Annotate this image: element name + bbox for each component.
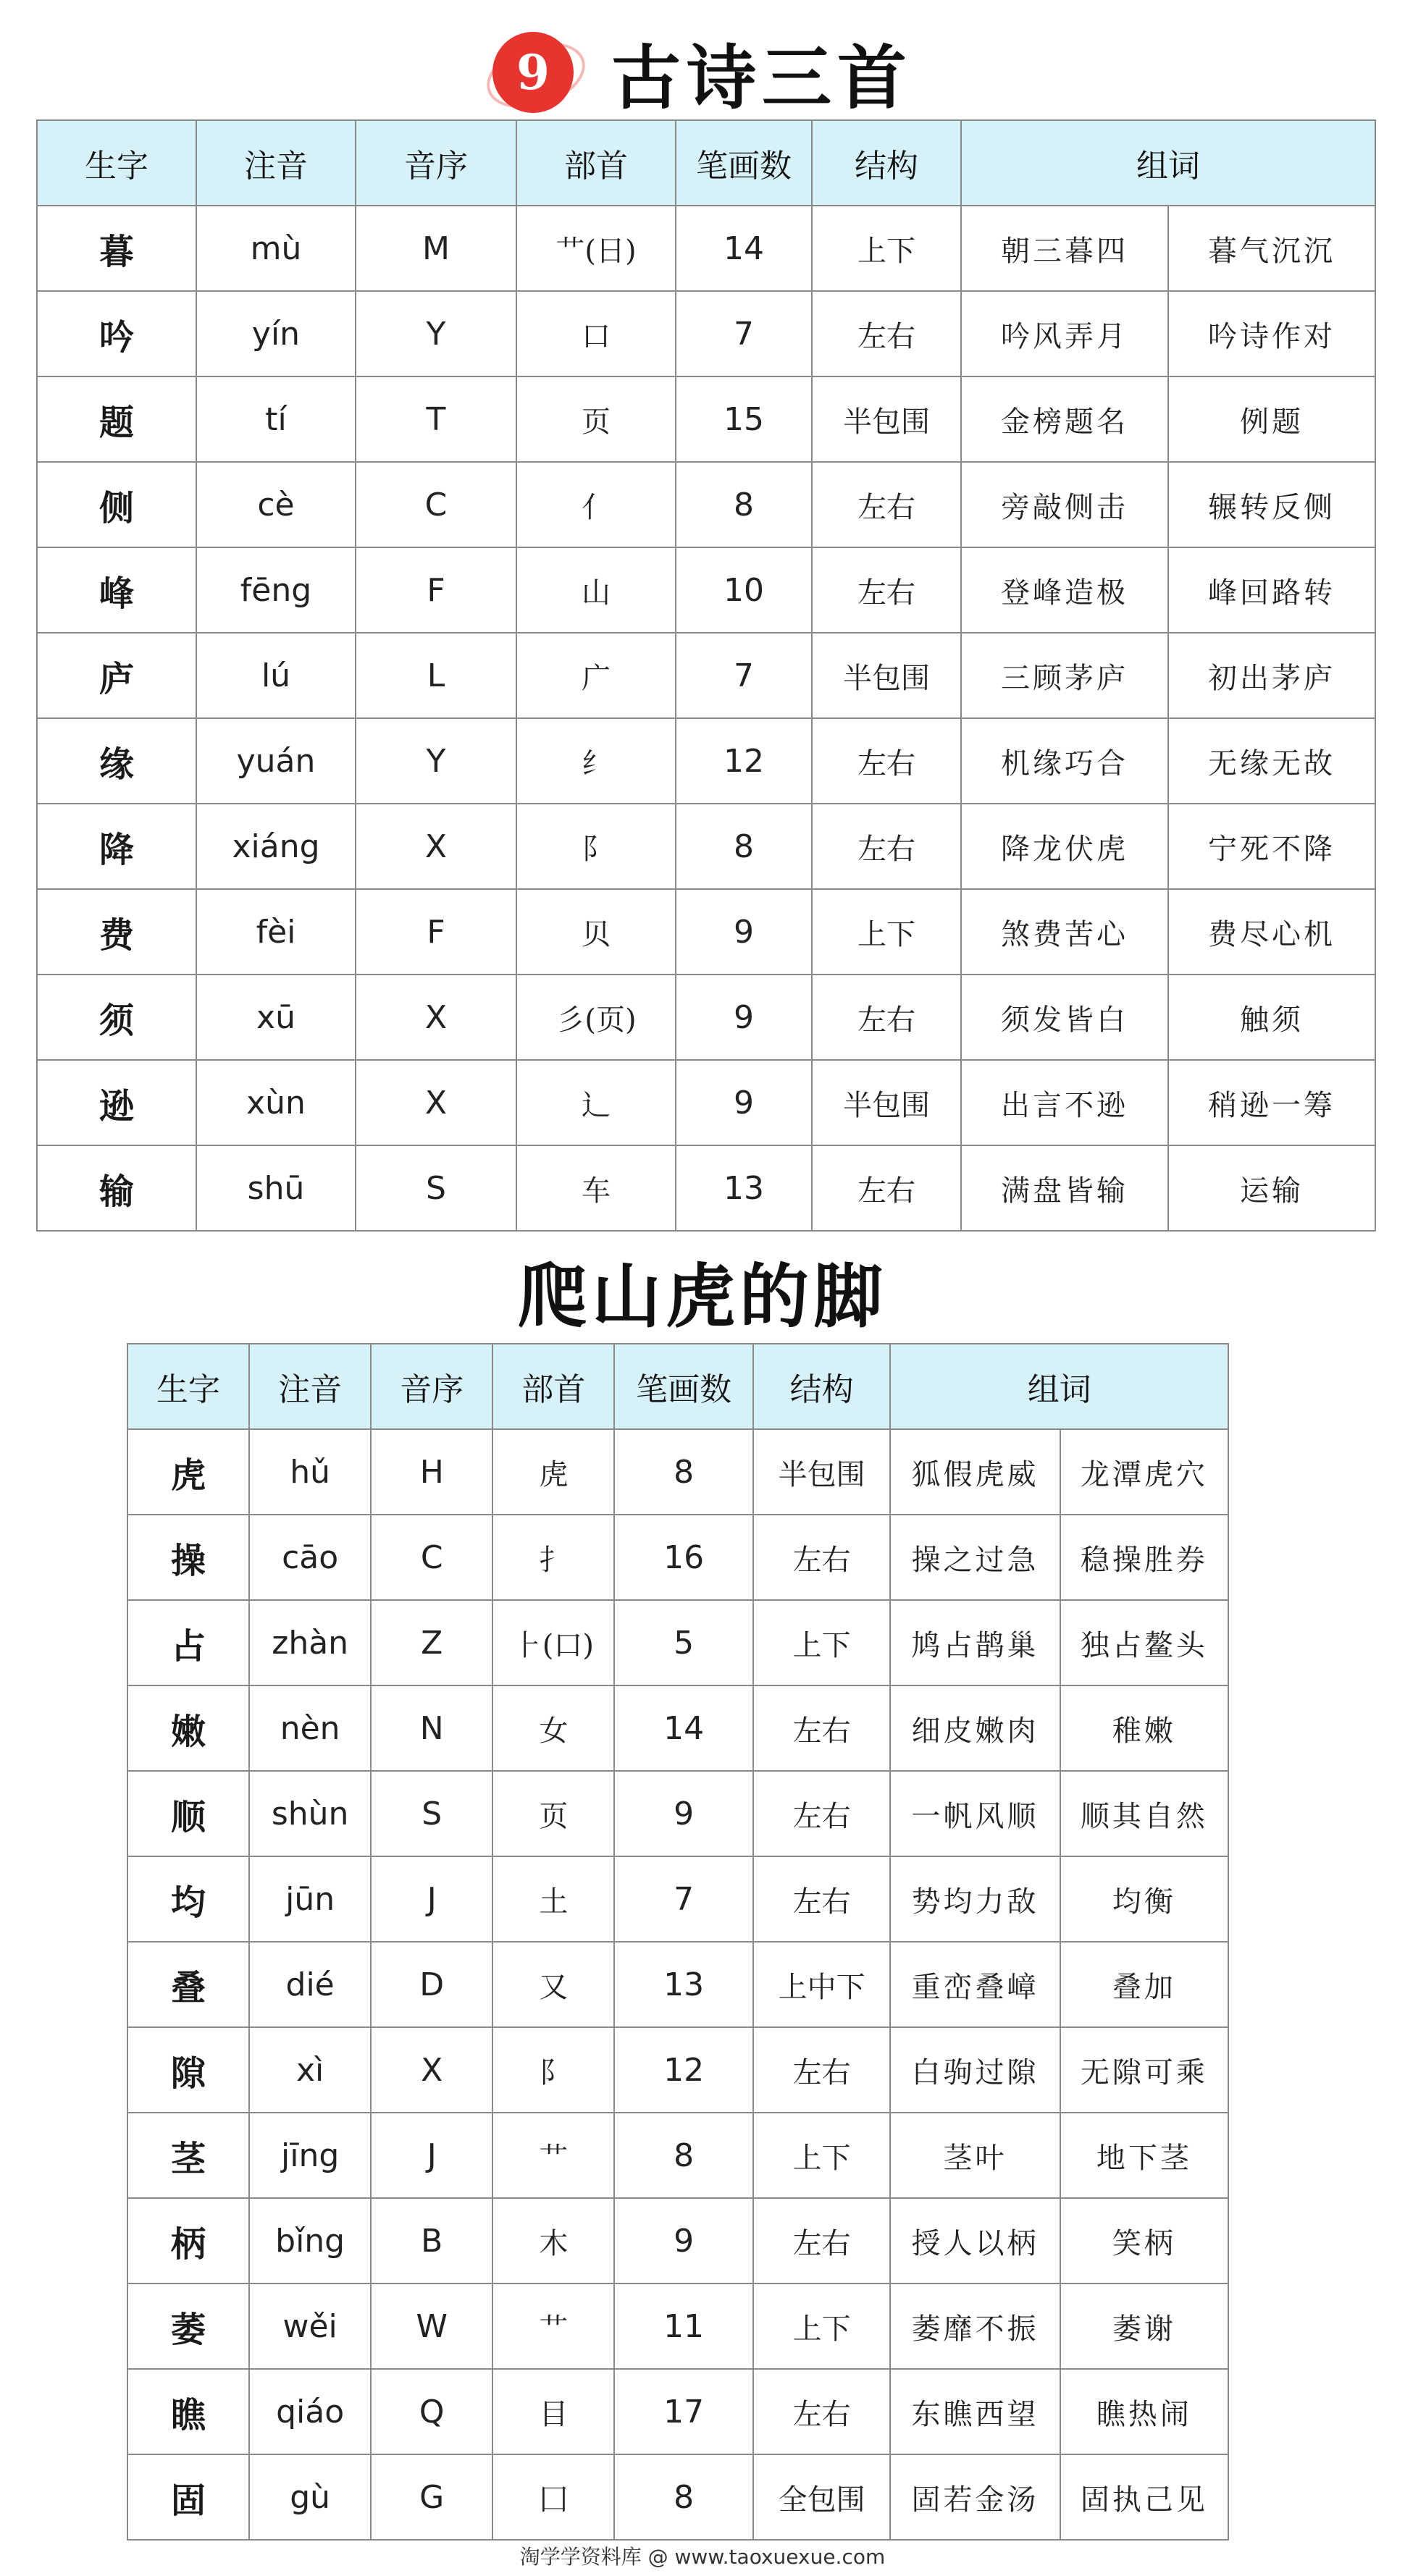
cell-strokes: 8 — [614, 2113, 753, 2198]
cell-structure: 左右 — [812, 547, 961, 633]
cell-word-2: 费尽心机 — [1168, 889, 1375, 975]
table-row — [127, 2113, 1228, 2198]
cell-word-2: 萎谢 — [1060, 2284, 1228, 2369]
cell-radical: 土 — [492, 1856, 614, 1942]
table-row — [127, 1856, 1228, 1942]
cell-pinyin: cè — [196, 462, 356, 547]
lesson-number-badge: 9 — [492, 32, 574, 113]
cell-word-2: 宁死不降 — [1168, 804, 1375, 889]
cell-char: 固 — [127, 2454, 249, 2540]
cell-pinyin: fèi — [196, 889, 356, 975]
cell-strokes: 16 — [614, 1515, 753, 1600]
cell-word-2: 顺其自然 — [1060, 1771, 1228, 1856]
cell-structure: 半包围 — [812, 1060, 961, 1145]
cell-structure: 左右 — [753, 1515, 890, 1600]
cell-radical: 阝 — [492, 2027, 614, 2113]
cell-pinyin: jūn — [249, 1856, 371, 1942]
cell-radical: 辶 — [516, 1060, 676, 1145]
cell-pinyin: jīng — [249, 2113, 371, 2198]
cell-word-1: 登峰造极 — [961, 547, 1168, 633]
cell-structure: 左右 — [812, 462, 961, 547]
cell-radical: 页 — [516, 376, 676, 462]
header-strokes: 笔画数 — [614, 1344, 753, 1429]
cell-word-1: 东瞧西望 — [890, 2369, 1060, 2454]
header-index: 音序 — [371, 1344, 492, 1429]
cell-char: 顺 — [127, 1771, 249, 1856]
cell-radical: 彡(页) — [516, 975, 676, 1060]
cell-strokes: 12 — [676, 718, 812, 804]
cell-word-1: 吟风弄月 — [961, 291, 1168, 376]
header-char: 生字 — [37, 120, 196, 206]
cell-strokes: 15 — [676, 376, 812, 462]
cell-index: D — [371, 1942, 492, 2027]
header-structure: 结构 — [753, 1344, 890, 1429]
cell-word-1: 朝三暮四 — [961, 206, 1168, 291]
table-row — [127, 1685, 1228, 1771]
cell-index: C — [371, 1515, 492, 1600]
cell-structure: 左右 — [753, 1685, 890, 1771]
cell-strokes: 13 — [614, 1942, 753, 2027]
cell-word-1: 细皮嫩肉 — [890, 1685, 1060, 1771]
cell-pinyin: dié — [249, 1942, 371, 2027]
cell-word-1: 一帆风顺 — [890, 1771, 1060, 1856]
cell-char: 柄 — [127, 2198, 249, 2284]
header-pinyin: 注音 — [249, 1344, 371, 1429]
cell-structure: 上下 — [753, 2113, 890, 2198]
cell-word-2: 无隙可乘 — [1060, 2027, 1228, 2113]
header-index: 音序 — [356, 120, 516, 206]
cell-index: J — [371, 1856, 492, 1942]
cell-index: L — [356, 633, 516, 718]
cell-pinyin: mù — [196, 206, 356, 291]
footer-watermark: 淘学学资料库 @ www.taoxuexue.com — [519, 2545, 886, 2569]
cell-pinyin: xì — [249, 2027, 371, 2113]
cell-radical: 纟 — [516, 718, 676, 804]
table-row — [37, 462, 1375, 547]
cell-word-1: 操之过急 — [890, 1515, 1060, 1600]
cell-word-1: 出言不逊 — [961, 1060, 1168, 1145]
cell-word-2: 瞧热闹 — [1060, 2369, 1228, 2454]
table-header-row — [127, 1344, 1228, 1429]
cell-radical: 广 — [516, 633, 676, 718]
cell-word-1: 授人以柄 — [890, 2198, 1060, 2284]
table-row — [37, 376, 1375, 462]
cell-pinyin: shùn — [249, 1771, 371, 1856]
cell-structure: 上下 — [812, 206, 961, 291]
header-radical: 部首 — [492, 1344, 614, 1429]
cell-radical: 亻 — [516, 462, 676, 547]
cell-radical: 艹(日) — [516, 206, 676, 291]
cell-word-2: 稍逊一筹 — [1168, 1060, 1375, 1145]
header-radical: 部首 — [516, 120, 676, 206]
cell-index: X — [356, 975, 516, 1060]
cell-radical: 阝 — [516, 804, 676, 889]
cell-strokes: 9 — [676, 1060, 812, 1145]
cell-structure: 半包围 — [812, 376, 961, 462]
cell-pinyin: shū — [196, 1145, 356, 1231]
cell-strokes: 7 — [676, 633, 812, 718]
cell-word-1: 旁敲侧击 — [961, 462, 1168, 547]
cell-radical: 艹 — [492, 2113, 614, 2198]
cell-structure: 左右 — [753, 1771, 890, 1856]
cell-structure: 左右 — [812, 718, 961, 804]
cell-char: 叠 — [127, 1942, 249, 2027]
cell-word-2: 均衡 — [1060, 1856, 1228, 1942]
cell-strokes: 8 — [676, 462, 812, 547]
header-strokes: 笔画数 — [676, 120, 812, 206]
cell-radical: 虎 — [492, 1429, 614, 1515]
cell-char: 题 — [37, 376, 196, 462]
cell-strokes: 5 — [614, 1600, 753, 1685]
cell-radical: 木 — [492, 2198, 614, 2284]
cell-structure: 上下 — [753, 1600, 890, 1685]
character-table-2 — [127, 1343, 1229, 2541]
header-words: 组词 — [961, 120, 1375, 206]
cell-radical: 扌 — [492, 1515, 614, 1600]
cell-word-2: 无缘无故 — [1168, 718, 1375, 804]
table-row — [127, 2369, 1228, 2454]
table-row — [37, 633, 1375, 718]
cell-char: 隙 — [127, 2027, 249, 2113]
cell-word-2: 稳操胜券 — [1060, 1515, 1228, 1600]
table-row — [37, 291, 1375, 376]
cell-word-1: 萎靡不振 — [890, 2284, 1060, 2369]
cell-strokes: 7 — [676, 291, 812, 376]
table-row — [127, 1600, 1228, 1685]
cell-word-1: 白驹过隙 — [890, 2027, 1060, 2113]
table-row — [37, 975, 1375, 1060]
cell-word-1: 金榜题名 — [961, 376, 1168, 462]
cell-radical: 艹 — [492, 2284, 614, 2369]
cell-radical: 贝 — [516, 889, 676, 975]
cell-structure: 半包围 — [753, 1429, 890, 1515]
cell-word-2: 稚嫩 — [1060, 1685, 1228, 1771]
table-row — [127, 1942, 1228, 2027]
cell-word-1: 重峦叠嶂 — [890, 1942, 1060, 2027]
table-row — [127, 2027, 1228, 2113]
table-row — [127, 2284, 1228, 2369]
cell-index: T — [356, 376, 516, 462]
cell-word-1: 满盘皆输 — [961, 1145, 1168, 1231]
table-row — [127, 2454, 1228, 2540]
cell-word-1: 势均力敌 — [890, 1856, 1060, 1942]
cell-char: 侧 — [37, 462, 196, 547]
cell-index: N — [371, 1685, 492, 1771]
header-char: 生字 — [127, 1344, 249, 1429]
cell-index: H — [371, 1429, 492, 1515]
cell-char: 吟 — [37, 291, 196, 376]
table-row — [37, 889, 1375, 975]
cell-word-1: 三顾茅庐 — [961, 633, 1168, 718]
cell-strokes: 7 — [614, 1856, 753, 1942]
cell-structure: 左右 — [812, 975, 961, 1060]
cell-pinyin: wěi — [249, 2284, 371, 2369]
cell-pinyin: qiáo — [249, 2369, 371, 2454]
cell-structure: 上下 — [753, 2284, 890, 2369]
table-row — [127, 1771, 1228, 1856]
table-row — [37, 206, 1375, 291]
cell-radical: 山 — [516, 547, 676, 633]
cell-structure: 左右 — [753, 2198, 890, 2284]
cell-word-2: 运输 — [1168, 1145, 1375, 1231]
lesson-title: 古诗三首 — [611, 36, 913, 119]
cell-word-2: 笑柄 — [1060, 2198, 1228, 2284]
cell-strokes: 8 — [614, 2454, 753, 2540]
cell-radical: 页 — [492, 1771, 614, 1856]
cell-char: 庐 — [37, 633, 196, 718]
cell-radical: ⺊(口) — [492, 1600, 614, 1685]
table-header-row — [37, 120, 1375, 206]
cell-char: 暮 — [37, 206, 196, 291]
cell-strokes: 8 — [676, 804, 812, 889]
header-words: 组词 — [890, 1344, 1228, 1429]
cell-word-1: 鸠占鹊巢 — [890, 1600, 1060, 1685]
cell-radical: 女 — [492, 1685, 614, 1771]
cell-pinyin: nèn — [249, 1685, 371, 1771]
cell-pinyin: yín — [196, 291, 356, 376]
cell-word-2: 触须 — [1168, 975, 1375, 1060]
cell-word-1: 煞费苦心 — [961, 889, 1168, 975]
lesson-heading — [0, 29, 1405, 119]
cell-char: 操 — [127, 1515, 249, 1600]
cell-word-2: 例题 — [1168, 376, 1375, 462]
table-row — [127, 1515, 1228, 1600]
table-row — [127, 2198, 1228, 2284]
cell-index: J — [371, 2113, 492, 2198]
table-row — [37, 1145, 1375, 1231]
cell-index: F — [356, 889, 516, 975]
cell-word-2: 峰回路转 — [1168, 547, 1375, 633]
table-row — [37, 718, 1375, 804]
cell-word-2: 辗转反侧 — [1168, 462, 1375, 547]
cell-index: X — [356, 1060, 516, 1145]
cell-pinyin: xiáng — [196, 804, 356, 889]
cell-structure: 左右 — [812, 804, 961, 889]
cell-char: 茎 — [127, 2113, 249, 2198]
cell-radical: 口 — [516, 291, 676, 376]
cell-index: Y — [356, 718, 516, 804]
cell-char: 逊 — [37, 1060, 196, 1145]
cell-structure: 上中下 — [753, 1942, 890, 2027]
cell-strokes: 12 — [614, 2027, 753, 2113]
cell-char: 须 — [37, 975, 196, 1060]
cell-pinyin: yuán — [196, 718, 356, 804]
cell-char: 降 — [37, 804, 196, 889]
cell-word-1: 降龙伏虎 — [961, 804, 1168, 889]
cell-char: 均 — [127, 1856, 249, 1942]
table-row — [37, 804, 1375, 889]
cell-index: X — [371, 2027, 492, 2113]
cell-word-2: 吟诗作对 — [1168, 291, 1375, 376]
cell-pinyin: tí — [196, 376, 356, 462]
cell-char: 嫩 — [127, 1685, 249, 1771]
cell-strokes: 8 — [614, 1429, 753, 1515]
header-structure: 结构 — [812, 120, 961, 206]
cell-strokes: 9 — [676, 975, 812, 1060]
cell-structure: 左右 — [812, 1145, 961, 1231]
cell-structure: 上下 — [812, 889, 961, 975]
table-row — [127, 1429, 1228, 1515]
cell-pinyin: lú — [196, 633, 356, 718]
cell-word-2: 暮气沉沉 — [1168, 206, 1375, 291]
cell-radical: 又 — [492, 1942, 614, 2027]
table-row — [37, 547, 1375, 633]
cell-strokes: 9 — [614, 1771, 753, 1856]
cell-word-2: 独占鳌头 — [1060, 1600, 1228, 1685]
cell-word-2: 龙潭虎穴 — [1060, 1429, 1228, 1515]
cell-structure: 半包围 — [812, 633, 961, 718]
cell-index: S — [356, 1145, 516, 1231]
cell-pinyin: fēng — [196, 547, 356, 633]
lesson-title-2: 爬山虎的脚 — [518, 1255, 887, 1337]
cell-word-2: 固执己见 — [1060, 2454, 1228, 2540]
cell-index: C — [356, 462, 516, 547]
cell-strokes: 14 — [614, 1685, 753, 1771]
cell-strokes: 9 — [676, 889, 812, 975]
cell-pinyin: xū — [196, 975, 356, 1060]
cell-pinyin: gù — [249, 2454, 371, 2540]
cell-char: 峰 — [37, 547, 196, 633]
cell-structure: 左右 — [753, 2369, 890, 2454]
cell-index: S — [371, 1771, 492, 1856]
cell-pinyin: bǐng — [249, 2198, 371, 2284]
cell-structure: 左右 — [812, 291, 961, 376]
cell-char: 缘 — [37, 718, 196, 804]
cell-index: G — [371, 2454, 492, 2540]
cell-word-1: 狐假虎威 — [890, 1429, 1060, 1515]
cell-strokes: 17 — [614, 2369, 753, 2454]
cell-structure: 左右 — [753, 2027, 890, 2113]
cell-pinyin: cāo — [249, 1515, 371, 1600]
header-pinyin: 注音 — [196, 120, 356, 206]
cell-pinyin: xùn — [196, 1060, 356, 1145]
cell-index: W — [371, 2284, 492, 2369]
cell-strokes: 14 — [676, 206, 812, 291]
cell-index: Q — [371, 2369, 492, 2454]
cell-structure: 左右 — [753, 1856, 890, 1942]
cell-char: 瞧 — [127, 2369, 249, 2454]
cell-char: 费 — [37, 889, 196, 975]
cell-index: Y — [356, 291, 516, 376]
cell-strokes: 10 — [676, 547, 812, 633]
cell-index: F — [356, 547, 516, 633]
cell-radical: 目 — [492, 2369, 614, 2454]
cell-word-2: 叠加 — [1060, 1942, 1228, 2027]
cell-strokes: 11 — [614, 2284, 753, 2369]
cell-strokes: 13 — [676, 1145, 812, 1231]
cell-structure: 全包围 — [753, 2454, 890, 2540]
table-row — [37, 1060, 1375, 1145]
cell-index: M — [356, 206, 516, 291]
character-table-1 — [36, 119, 1376, 1232]
cell-word-2: 初出茅庐 — [1168, 633, 1375, 718]
cell-word-1: 机缘巧合 — [961, 718, 1168, 804]
cell-word-1: 茎叶 — [890, 2113, 1060, 2198]
cell-radical: 车 — [516, 1145, 676, 1231]
cell-char: 萎 — [127, 2284, 249, 2369]
cell-word-1: 须发皆白 — [961, 975, 1168, 1060]
cell-strokes: 9 — [614, 2198, 753, 2284]
cell-pinyin: zhàn — [249, 1600, 371, 1685]
cell-char: 占 — [127, 1600, 249, 1685]
cell-char: 输 — [37, 1145, 196, 1231]
cell-char: 虎 — [127, 1429, 249, 1515]
cell-word-1: 固若金汤 — [890, 2454, 1060, 2540]
cell-index: Z — [371, 1600, 492, 1685]
cell-radical: 囗 — [492, 2454, 614, 2540]
cell-word-2: 地下茎 — [1060, 2113, 1228, 2198]
cell-index: X — [356, 804, 516, 889]
cell-index: B — [371, 2198, 492, 2284]
cell-pinyin: hǔ — [249, 1429, 371, 1515]
